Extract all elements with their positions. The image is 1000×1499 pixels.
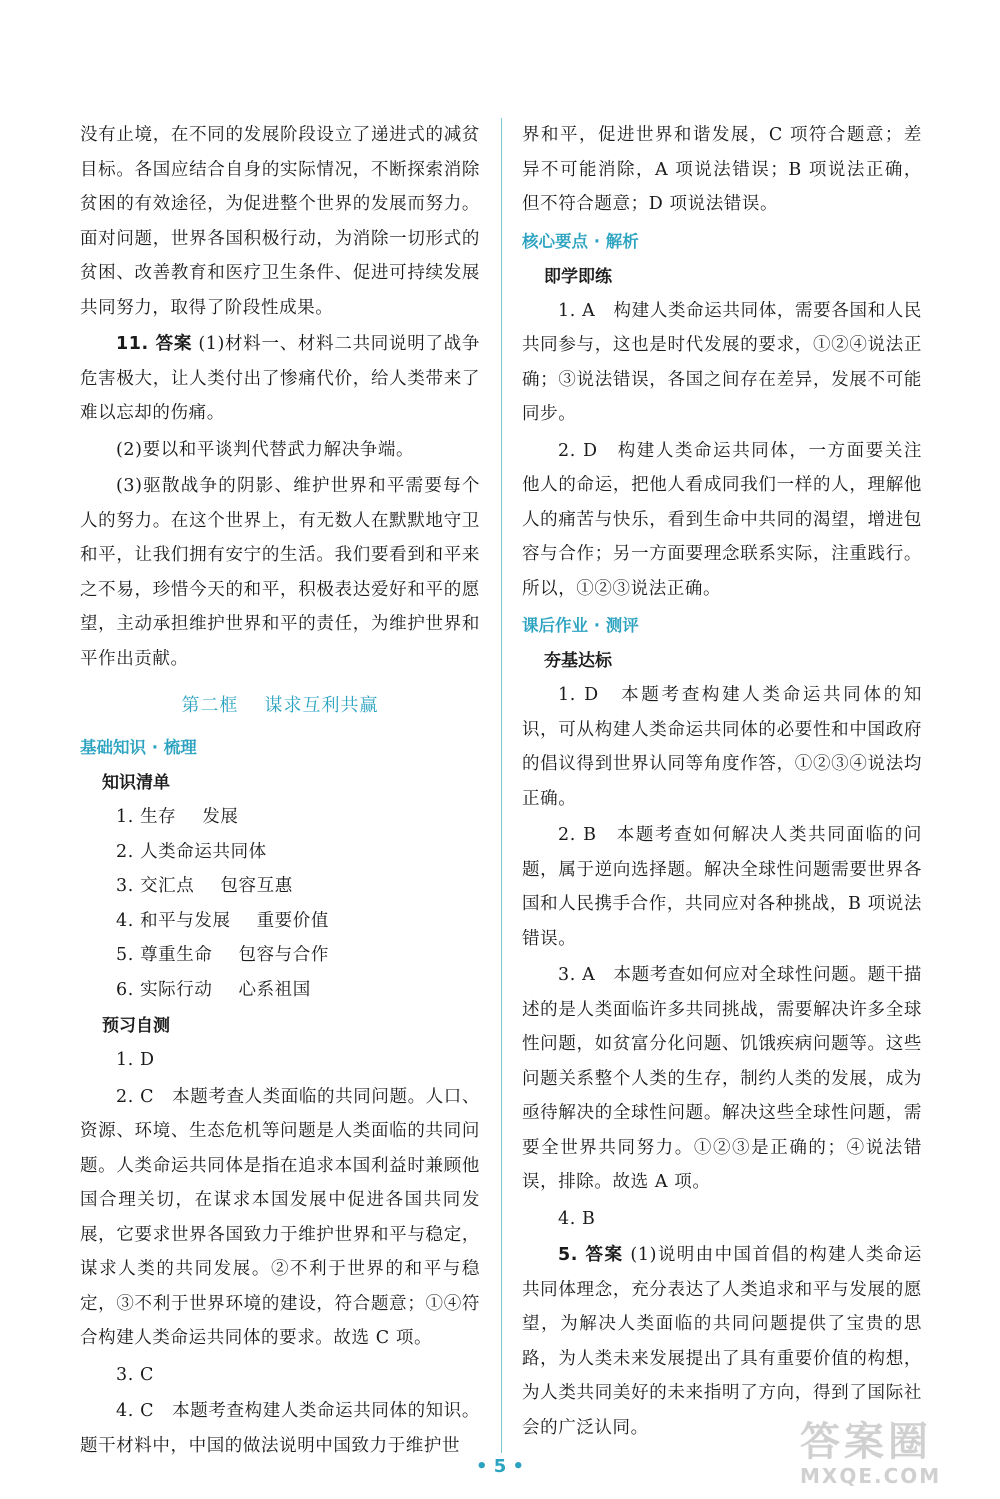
continued-paragraph: 界和平，促进世界和谐发展，C 项符合题意；差异不可能消除，A 项说法错误；B 项说法正确，但不符合题意；D 项说法错误。 [522, 125, 922, 214]
subheading-practice: 即学即练 [544, 266, 612, 287]
watermark-url: MXQE.COM [800, 1464, 942, 1488]
list-item: 5. 尊重生命 包容与合作 [116, 945, 329, 965]
preview-answer-2: 2. C 本题考查人类面临的共同问题。人口、资源、环境、生态危机等问题是人类面临的共同问题。人类命运共同体是指在追求本国利益时兼顾他国合理关切，在谋求本国发展中促进各国共同发展，它要求世界各国致力于维护世界和平与稳定，谋求人类的共同发展。②不利于世界的和平与稳定，③不利于世界环境的建设，符合题意；①④符合构建人类命运共同体的要求。故选 C 项。 [80, 1086, 480, 1348]
watermark-logo [800, 1420, 990, 1492]
list-item: 4. 和平与发展 重要价值 [116, 910, 329, 931]
preview-answer-3: 3. C [116, 1364, 155, 1385]
list-item: 3. 交汇点 包容互惠 [116, 876, 293, 896]
answer-11-part-1: 11. 答案 (1)材料一、材料二共同说明了战争危害极大，让人类付出了惨痛代价，给人类带来了难以忘却的伤痛。 [80, 334, 480, 423]
page-number: • 5 • [475, 1456, 525, 1477]
preview-answer-4: 4. C 本题考查构建人类命运共同体的知识。题干材料中，中国的做法说明中国致力于维护世 [80, 1401, 480, 1456]
knowledge-list [80, 800, 480, 1007]
answer-11-part-3: (3)驱散战争的阴影、维护世界和平需要每个人的努力。在这个世界上，有无数人在默默地守卫和平，让我们拥有安宁的生活。我们要看到和平来之不易，珍惜今天的和平，积极表达爱好和平的愿望，主动承担维护世界和平的责任，为维护世界和平作出贡献。 [80, 476, 480, 669]
column-divider [501, 118, 502, 1453]
answer-11-part-2: (2)要以和平谈判代替武力解决争端。 [116, 439, 415, 460]
answer-11-label: 11. 答案 [116, 334, 193, 354]
homework-answer-4: 4. B [558, 1208, 596, 1229]
section-basic-knowledge: 基础知识 · 梳理 [80, 738, 197, 757]
list-item: 6. 实际行动 心系祖国 [116, 979, 311, 1000]
watermark-text: 答案圈 [800, 1419, 932, 1465]
section-homework: 课后作业 · 测评 [522, 616, 639, 635]
preview-answer-1: 1. D [116, 1050, 155, 1070]
subheading-preview-test: 预习自测 [102, 1016, 170, 1036]
subheading-foundation: 夯基达标 [544, 651, 612, 671]
practice-answer-2: 2. D 构建人类命运共同体，一方面要关注他人的命运，把他人看成同我们一样的人，理解他人的痛苦与快乐，看到生命中共同的渴望，增进包容与合作；另一方面要理念联系实际，注重践行。所以，①②③说法正确。 [522, 440, 922, 599]
list-item: 1. 生存 发展 [116, 807, 239, 827]
answer-5-label: 5. 答案 [558, 1245, 624, 1265]
homework-answer-1: 1. D 本题考查构建人类命运共同体的知识，可从构建人类命运共同体的必要性和中国政府的倡议得到世界认同等角度作答，①②③④说法均正确。 [522, 685, 922, 809]
list-item: 2. 人类命运共同体 [116, 841, 267, 862]
homework-answer-2: 2. B 本题考查如何解决人类共同面临的问题，属于逆向选择题。解决全球性问题需要世界各国和人民携手合作，共同应对各种挑战，B 项说法错误。 [522, 825, 922, 949]
frame-title: 第二框 谋求互利共赢 [181, 695, 379, 716]
right-column [522, 118, 922, 1447]
continued-paragraph: 没有止境，在不同的发展阶段设立了递进式的减贫目标。各国应结合自身的实际情况，不断探索消除贫困的有效途径，为促进整个世界的发展而努力。面对问题，世界各国积极行动，为消除一切形式的贫困、改善教育和医疗卫生条件、促进可持续发展共同努力，取得了阶段性成果。 [80, 125, 480, 318]
section-core-points: 核心要点 · 解析 [522, 231, 639, 251]
subheading-knowledge-list: 知识清单 [102, 773, 170, 793]
homework-answer-3: 3. A 本题考查如何应对全球性问题。题干描述的是人类面临许多共同挑战，需要解决许多全球性问题，如贫富分化问题、饥饿疾病问题等。这些问题关系整个人类的生存，制约人类的发展，成为亟待解决的全球性问题。解决这些全球性问题，需要全世界共同努力。①②③是正确的；④说法错误，排除。故选 A 项。 [522, 965, 922, 1192]
left-column [80, 118, 480, 1465]
practice-answer-1: 1. A 构建人类命运共同体，需要各国和人民共同参与，这也是时代发展的要求，①②④说法正确；③说法错误，各国之间存在差异，发展不可能同步。 [522, 300, 922, 424]
homework-answer-5: 5. 答案 (1)说明由中国首倡的构建人类命运共同体理念，充分表达了人类追求和平与发展的愿望，为解决人类面临的共同问题提供了宝贵的思路，为人类未来发展提出了具有重要价值的构想，为人类共同美好的未来指明了方向，得到了国际社会的广泛认同。 [522, 1245, 922, 1438]
